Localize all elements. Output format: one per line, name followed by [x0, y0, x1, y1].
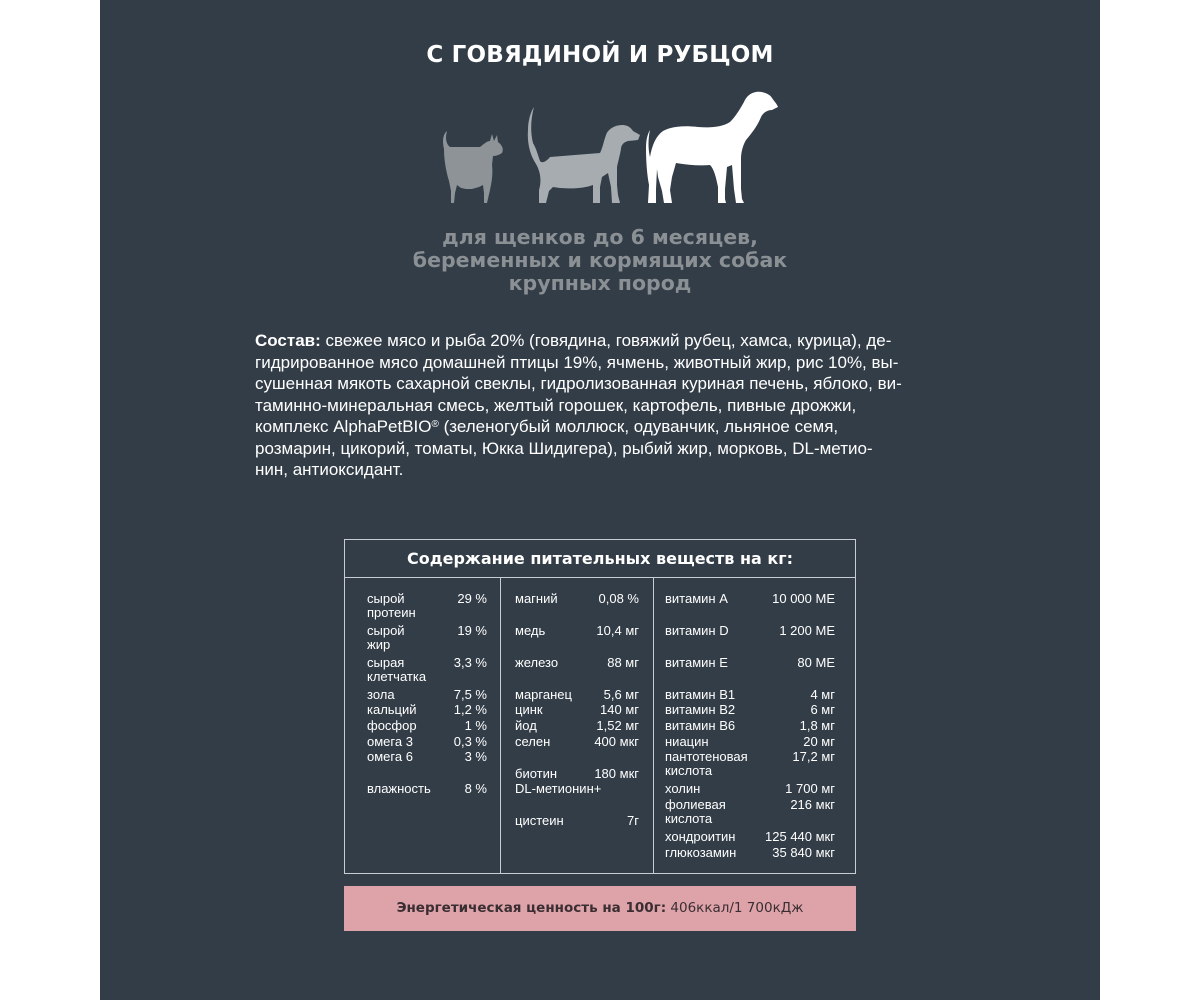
nutrients-table [344, 539, 856, 874]
subtitle-line: крупных пород [508, 271, 692, 295]
nutrient-value: 17,2 мг [792, 749, 835, 764]
nutrient-name: ниацин [665, 734, 709, 749]
nutrient-value: 6 мг [810, 702, 835, 717]
medium-dog-icon [528, 107, 640, 203]
composition-line [255, 416, 965, 438]
nutrient-name: зола [367, 687, 395, 702]
nutrient-value: 180 мкг [594, 766, 639, 781]
subtitle-line: беременных и кормящих собак [412, 248, 788, 272]
subtitle-line: для щенков до 6 месяцев, [442, 225, 758, 249]
composition-label: Состав: [255, 331, 321, 350]
nutrient-name: марганец [515, 687, 572, 702]
nutrient-value: 80 МЕ [797, 655, 835, 670]
composition-line: гидрированное мясо домашней птицы 19%, ячмень, животный жир, рис 10%, вы- [255, 352, 899, 372]
registered-mark: ® [431, 419, 439, 430]
nutrient-name: фосфор [367, 718, 417, 733]
nutrient-name: медь [515, 623, 546, 638]
nutrient-name: кальций [367, 702, 417, 717]
nutrients-column-1 [367, 590, 487, 860]
nutrient-value: 216 мкг [790, 797, 835, 812]
nutrient-value: 29 % [457, 591, 487, 606]
nutrient-value: 4 мг [810, 687, 835, 702]
nutrient-name: хондроитин [665, 829, 736, 844]
nutrient-value: 125 440 мкг [765, 829, 835, 844]
composition-line-text: свежее мясо и рыба 20% (говядина, говяжий рубец, хамса, курица), де- [320, 331, 892, 350]
target-audience [100, 226, 1100, 295]
nutrient-name: сырой жир [367, 623, 405, 652]
nutrient-name: холин [665, 781, 701, 796]
nutrient-name: йод [515, 718, 537, 733]
nutrient-name: глюкозамин [665, 845, 737, 860]
composition-text [255, 330, 965, 481]
nutrient-value: 1,2 % [453, 702, 487, 717]
nutrient-value: 1 700 мг [785, 781, 835, 796]
nutrient-value: 140 мг [600, 702, 639, 717]
composition-line-text: (зеленогубый моллюск, одуванчик, льняное семя, [438, 417, 839, 436]
energy-value-bar [344, 886, 856, 931]
composition-line: розмарин, цикорий, томаты, Юкка Шидигера), рыбий жир, морковь, DL-метио- [255, 438, 873, 458]
nutrient-value: 19 % [457, 623, 487, 638]
nutrient-value: 20 мг [803, 734, 835, 749]
nutrient-name: витамин В1 [665, 687, 736, 702]
nutrient-value: 5,6 мг [603, 687, 639, 702]
nutrient-value: 0,3 % [453, 734, 487, 749]
nutrient-value: 3 % [464, 749, 487, 764]
energy-label: Энергетическая ценность на 100г: [396, 900, 667, 916]
product-info-panel [100, 0, 1100, 1000]
composition-line: таминно-минеральная смесь, желтый горошек, картофель, пивные дрожжи, [255, 395, 857, 415]
nutrient-value: 7,5 % [453, 687, 487, 702]
nutrient-value: 88 мг [607, 655, 639, 670]
nutrient-name: влажность [367, 781, 431, 796]
composition-line-text: комплекс AlphaPetBIO [255, 417, 432, 436]
nutrient-name: омега 6 [367, 749, 413, 764]
composition-line: нин, антиоксидант. [255, 460, 404, 479]
nutrient-name: пантотеновая кислота [665, 749, 748, 778]
nutrient-name: омега 3 [367, 734, 413, 749]
column-divider [500, 578, 501, 873]
nutrient-value: 35 840 мкг [772, 845, 835, 860]
nutrient-value: 1 % [464, 718, 487, 733]
small-dog-icon [443, 131, 503, 203]
nutrient-name: магний [515, 591, 558, 606]
nutrient-value: 1,52 мг [596, 718, 639, 733]
large-dog-icon [646, 92, 778, 203]
nutrient-name: цистеин [515, 813, 564, 828]
energy-value: 406ккал/1 700кДж [666, 900, 804, 916]
nutrient-value: 3,3 % [453, 655, 487, 670]
nutrient-name: витамин В6 [665, 718, 736, 733]
nutrient-name: железо [515, 655, 559, 670]
nutrient-value: 10,4 мг [596, 623, 639, 638]
nutrients-column-2 [515, 590, 639, 860]
composition-line [255, 330, 965, 352]
nutrient-value: 0,08 % [598, 591, 639, 606]
column-divider [653, 578, 654, 873]
nutrients-column-3 [665, 590, 835, 865]
nutrient-name: витамин В2 [665, 702, 736, 717]
nutrient-name: витамин А [665, 591, 728, 606]
product-heading: С ГОВЯДИНОЙ И РУБЦОМ [426, 42, 774, 68]
nutrient-value: 8 % [464, 781, 487, 796]
composition-line: сушенная мякоть сахарной свеклы, гидролизованная куриная печень, яблоко, ви- [255, 374, 902, 393]
nutrient-name: биотин [515, 766, 558, 781]
nutrient-name: витамин Е [665, 655, 728, 670]
nutrient-name: DL-метионин+ [515, 781, 602, 796]
nutrient-value: 1 200 МЕ [779, 623, 835, 638]
nutrient-name: сырой протеин [367, 591, 416, 620]
nutrient-name: сырая клетчатка [367, 655, 427, 684]
nutrients-table-title: Содержание питательных веществ на кг: [345, 540, 855, 578]
dog-size-illustration [430, 85, 790, 210]
nutrient-value: 1,8 мг [799, 718, 835, 733]
nutrient-name: витамин D [665, 623, 729, 638]
nutrient-value: 7г [627, 813, 639, 828]
nutrient-name: селен [515, 734, 551, 749]
nutrient-value: 10 000 МЕ [772, 591, 835, 606]
nutrient-value: 400 мкг [594, 734, 639, 749]
nutrient-name: фолиевая кислота [665, 797, 726, 826]
nutrient-name: цинк [515, 702, 543, 717]
